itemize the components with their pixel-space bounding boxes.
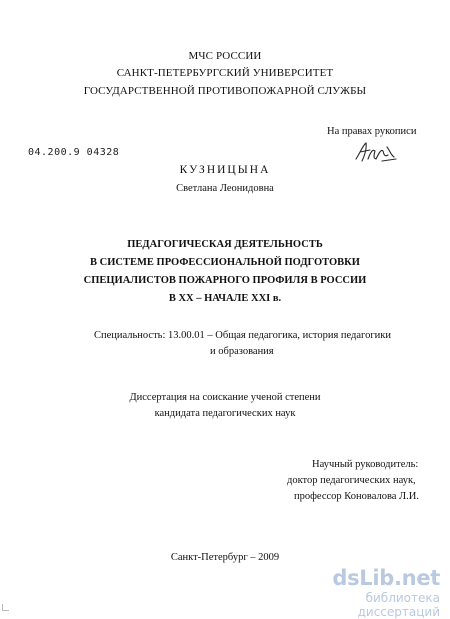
- signature-icon: [354, 139, 400, 165]
- advisor-name: профессор Коновалова Л.И.: [294, 491, 420, 502]
- dissertation-line-2: кандидата педагогических наук: [154, 408, 296, 419]
- city-year: Санкт-Петербург – 2009: [170, 552, 280, 563]
- thesis-title-line-1: ПЕДАГОГИЧЕСКАЯ ДЕЯТЕЛЬНОСТЬ: [127, 239, 323, 250]
- thesis-title-line-4: В XX – НАЧАЛЕ XXI в.: [168, 293, 282, 304]
- advisor-label: Научный руководитель:: [312, 459, 419, 470]
- dissertation-line-1: Диссертация на соискание ученой степени: [129, 392, 321, 403]
- watermark-logo: dsLib.net: [332, 566, 440, 590]
- specialty-line-1: Специальность: 13.00.01 – Общая педагогика, история педагогики: [94, 330, 391, 341]
- institution-line-1: МЧС РОССИИ: [188, 50, 262, 62]
- specialty-line-2: и образования: [210, 346, 274, 357]
- institution-line-3: ГОСУДАРСТВЕННОЙ ПРОТИВОПОЖАРНОЙ СЛУЖБЫ: [83, 85, 367, 97]
- thesis-title-line-3: СПЕЦИАЛИСТОВ ПОЖАРНОГО ПРОФИЛЯ В РОССИИ: [83, 275, 367, 286]
- advisor-degree: доктор педагогических наук,: [287, 475, 416, 486]
- watermark-subtitle: библиотека диссертаций: [357, 591, 440, 619]
- rights-note: На правах рукописи: [327, 126, 417, 137]
- thesis-title-line-2: В СИСТЕМЕ ПРОФЕССИОНАЛЬНОЙ ПОДГОТОВКИ: [90, 257, 360, 268]
- watermark: [300, 565, 440, 619]
- corner-mark: [2, 604, 9, 611]
- author-name: Светлана Леонидовна: [176, 183, 274, 194]
- author-surname: КУЗНИЦЫНА: [179, 164, 271, 176]
- registration-number: 04.200.9 04328: [28, 147, 120, 158]
- institution-line-2: САНКТ-ПЕТЕРБУРГСКИЙ УНИВЕРСИТЕТ: [116, 67, 334, 79]
